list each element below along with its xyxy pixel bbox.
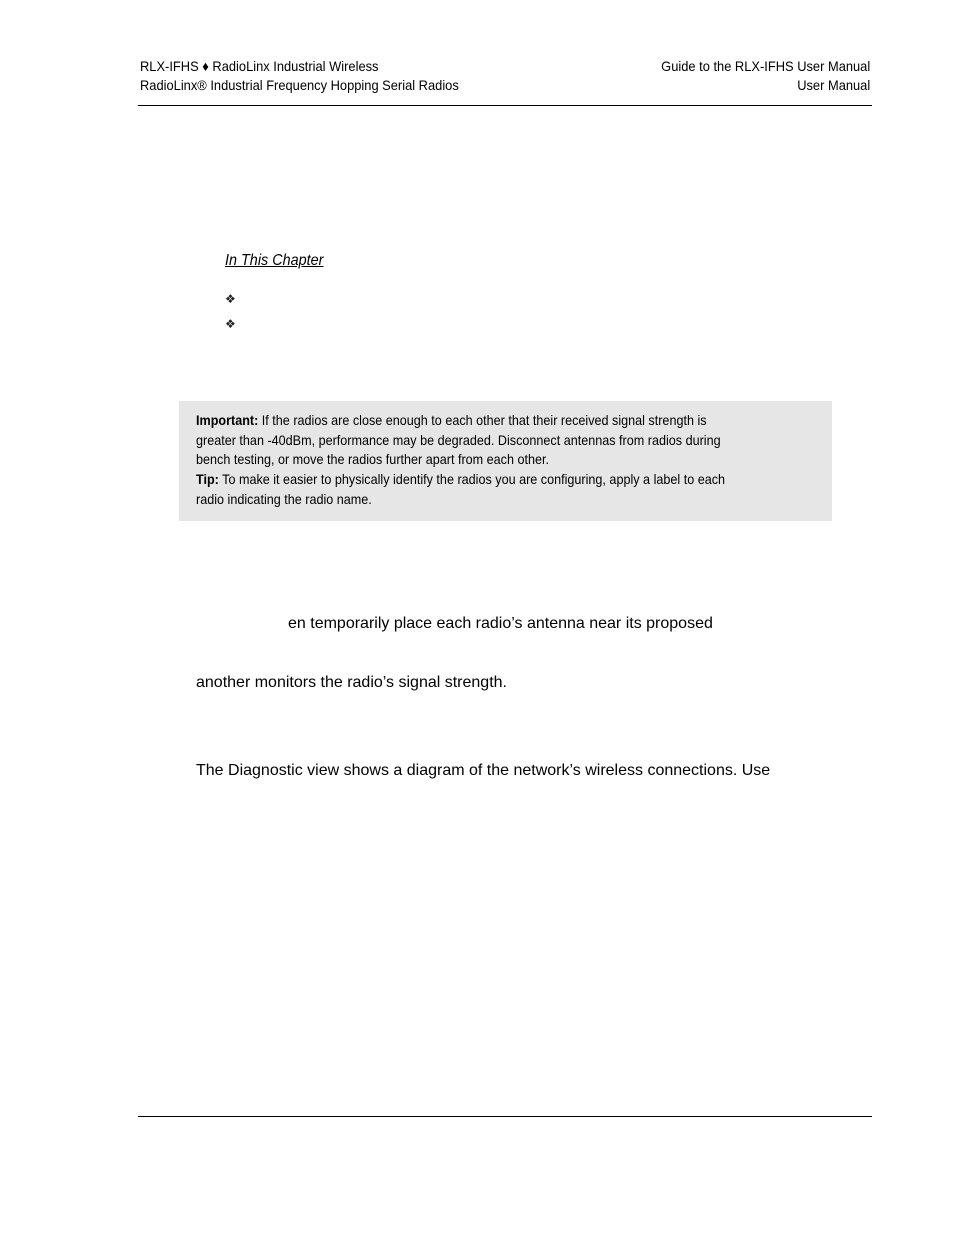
note-line [196,470,753,490]
note-line [196,411,753,431]
note-line: greater than -40dBm, performance may be degraded. Disconnect antennas from radios during [196,431,721,448]
note-line: bench testing, or move the radios further apart from each other. [196,451,549,468]
header-left [140,57,459,95]
tip-label: Tip: [196,471,219,488]
body-paragraph-line: The Diagnostic view shows a diagram of the network’s wireless connections. Use [196,762,771,779]
chapter-heading: In This Chapter [225,252,324,269]
header-product-line: RLX-IFHS ♦ RadioLinx Industrial Wireless [140,58,379,74]
footer-divider [138,1116,872,1117]
chapter-bullet-icon: ❖ [225,292,236,306]
header-product-name: RadioLinx® Industrial Frequency Hopping Serial Radios [140,77,459,93]
important-note-box [179,401,832,521]
header-right [661,57,870,95]
header-manual-type: User Manual [796,77,870,93]
body-paragraph-line: en temporarily place each radio’s antenna near its proposed [288,615,713,632]
tip-text: To make it easier to physically identify the radios you are configuring, apply a label to each [218,471,726,488]
important-label: Important: [196,412,259,428]
header-divider [138,105,872,106]
note-line: radio indicating the radio name. [196,490,372,507]
header-manual-title: Guide to the RLX-IFHS User Manual [660,58,870,74]
chapter-bullet-icon: ❖ [225,317,236,331]
body-paragraph-line: another monitors the radio’s signal strength. [196,674,507,691]
important-text: If the radios are close enough to each other that their received signal strength is [258,412,707,428]
